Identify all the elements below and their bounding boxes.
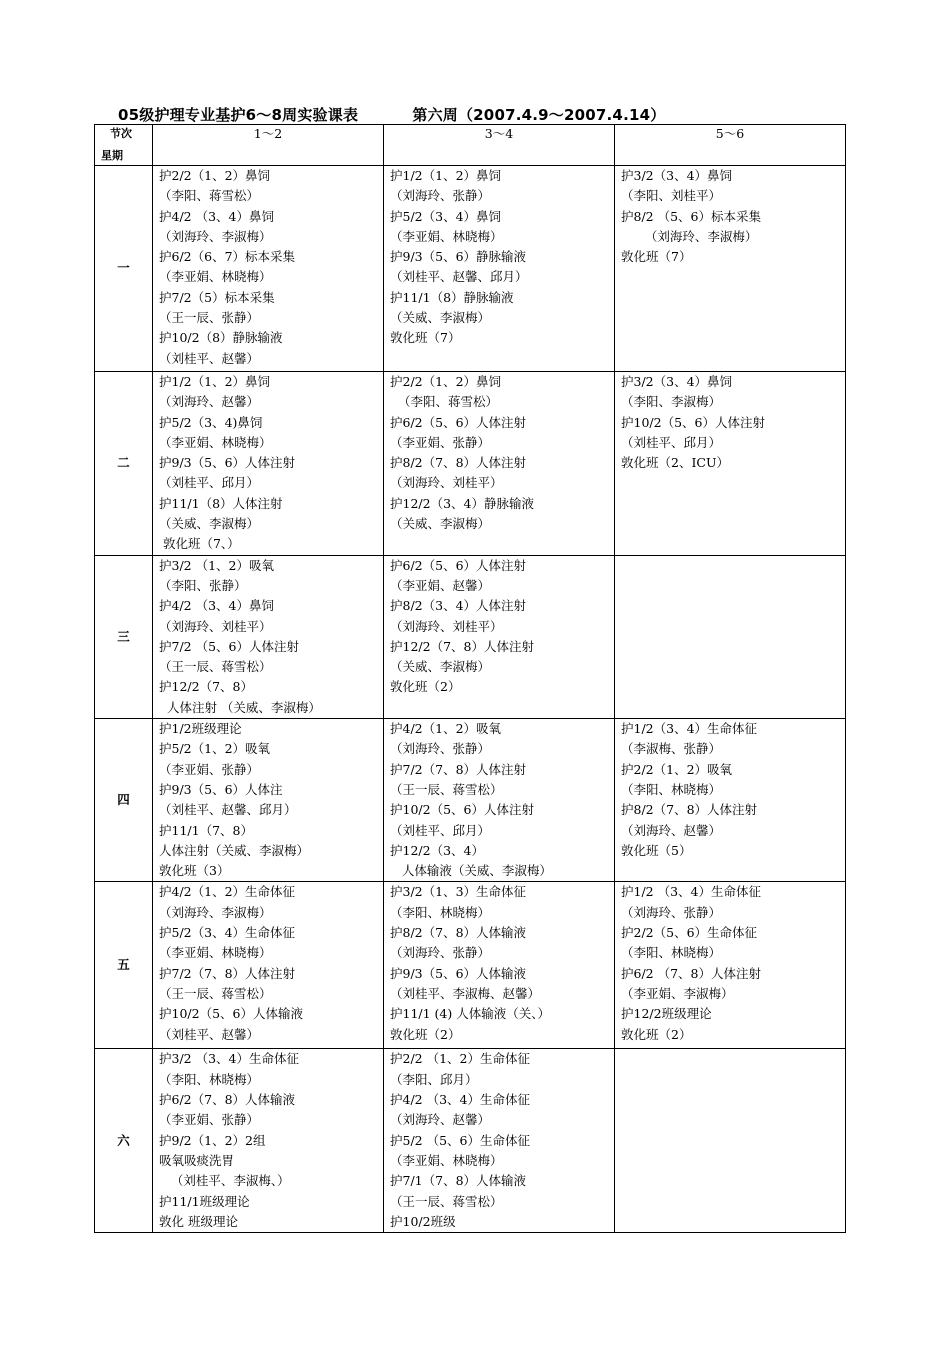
cell-line: （李亚娟、林晓梅） — [390, 228, 503, 244]
cell-line: （李亚娟、张静） — [159, 1112, 260, 1128]
cell-line: 护9/3（5、6）人体注射 — [159, 455, 296, 471]
cell-line: 护8/2（7、8）人体输液 — [390, 925, 527, 941]
cell-line: 护5/2（1、2）吸氧 — [159, 741, 271, 757]
schedule-cell — [153, 555, 384, 718]
cell-line: 护4/2（1、2）生命体征 — [159, 884, 296, 900]
cell-line: （刘桂平、邱月） — [621, 434, 722, 450]
cell-line: 护5/2（3、4）鼻饲 — [390, 208, 502, 224]
cell-line: （关威、李淑梅） — [390, 310, 491, 326]
day-row — [95, 882, 846, 1049]
cell-line: 护4/2 （3、4）鼻饲 — [159, 598, 274, 614]
cell-line: 敦化班（2） — [390, 679, 461, 695]
cell-line: （王一辰、蒋雪松） — [390, 781, 503, 797]
schedule-cell — [615, 166, 846, 372]
cell-line: （刘海玲、赵馨） — [159, 394, 260, 410]
schedule-cell — [153, 719, 384, 882]
cell-line: （关威、李淑梅） — [390, 659, 491, 675]
cell-line: 护7/1（7、8）人体输液 — [390, 1173, 527, 1189]
slot-header: 3～4 — [384, 125, 615, 166]
cell-line: （刘海玲、刘桂平） — [390, 475, 503, 491]
cell-line: （刘海玲、张静） — [390, 188, 491, 204]
cell-line: 护3/2（1、3）生命体征 — [390, 884, 527, 900]
cell-line: 护4/2 （3、4）生命体征 — [390, 1092, 530, 1108]
cell-line: 人体输液（关威、李淑梅） — [390, 863, 552, 879]
schedule-cell — [153, 372, 384, 556]
cell-line: 敦化班（2） — [390, 1026, 461, 1042]
cell-line: 护1/2（3、4）生命体征 — [621, 721, 758, 737]
schedule-cell — [153, 1049, 384, 1233]
cell-line: （刘桂平、邱月） — [159, 475, 260, 491]
corner-label-weekday: 星期 — [101, 149, 123, 162]
cell-line: （李亚娟、赵馨） — [390, 577, 491, 593]
cell-line: 护11/1 (4) 人体输液（关、） — [390, 1006, 550, 1022]
cell-line: （刘海玲、张静） — [621, 904, 722, 920]
cell-line: 护11/1（7、8） — [159, 822, 253, 838]
cell-line: 护6/2（5、6）人体注射 — [390, 557, 527, 573]
weekday-label: 四 — [95, 719, 153, 882]
cell-line: （刘桂平、赵馨） — [159, 1026, 260, 1042]
schedule-cell — [615, 372, 846, 556]
cell-line: （李亚娟、张静） — [159, 761, 260, 777]
cell-line: 护11/1（8）静脉输液 — [390, 289, 514, 305]
schedule-cell — [615, 1049, 846, 1233]
cell-line: 护2/2（5、6）生命体征 — [621, 925, 758, 941]
cell-line: （刘桂平、李淑梅、） — [159, 1173, 290, 1189]
cell-line: （李阳、蒋雪松） — [390, 394, 498, 410]
cell-line: 护2/2（1、2）鼻饲 — [390, 374, 502, 389]
cell-line: 护2/2（1、2）吸氧 — [621, 761, 733, 777]
cell-line: 护12/2（7、8） — [159, 679, 253, 695]
cell-line: 护4/2 （3、4）鼻饲 — [159, 208, 274, 224]
cell-line: 护3/2（3、4）鼻饲 — [621, 168, 733, 183]
schedule-cell — [384, 555, 615, 718]
schedule-cell — [615, 719, 846, 882]
cell-line: （李阳、李淑梅） — [621, 394, 722, 410]
schedule-cell — [153, 882, 384, 1049]
weekday-label: 三 — [95, 555, 153, 718]
cell-line: 护9/3（5、6）静脉输液 — [390, 249, 527, 265]
cell-line: （王一辰、蒋雪松） — [159, 659, 272, 675]
cell-line: 护4/2（1、2）吸氧 — [390, 721, 502, 737]
day-row — [95, 555, 846, 718]
cell-line: 护9/3（5、6）人体输液 — [390, 965, 527, 981]
cell-line: 护7/2（7、8）人体注射 — [159, 965, 296, 981]
page-title: 05级护理专业基护6～8周实验课表 第六周（2007.4.9～2007.4.14） — [118, 106, 666, 124]
cell-line: （刘桂平、李淑梅、赵馨） — [390, 985, 541, 1001]
cell-line: （李淑梅、张静） — [621, 741, 722, 757]
schedule-cell — [615, 555, 846, 718]
cell-line: （李阳、林晓梅） — [621, 781, 722, 797]
cell-line: 护3/2 （3、4）生命体征 — [159, 1051, 299, 1067]
cell-line: 护12/2（3、4）静脉输液 — [390, 495, 534, 511]
cell-line: （刘海玲、张静） — [390, 945, 491, 961]
header-row — [95, 125, 846, 166]
cell-line: 护3/2 （1、2）吸氧 — [159, 557, 274, 573]
cell-line: 护1/2（1、2）鼻饲 — [159, 374, 271, 389]
cell-line: 护1/2（1、2）鼻饲 — [390, 168, 502, 183]
weekday-label: 二 — [95, 372, 153, 556]
cell-line: 护11/1（8）人体注射 — [159, 495, 283, 511]
cell-line: （李阳、刘桂平） — [621, 188, 722, 204]
cell-line: （王一辰、张静） — [159, 310, 260, 326]
day-row — [95, 1049, 846, 1233]
cell-line: 护7/2 （5、6）人体注射 — [159, 638, 299, 654]
cell-line: （李亚娟、林晓梅） — [390, 1152, 503, 1168]
cell-line: 护10/2（5、6）人体注射 — [390, 802, 534, 818]
cell-line: 护1/2班级理论 — [159, 721, 242, 737]
corner-cell — [95, 125, 153, 166]
cell-line: 护6/2（7、8）人体输液 — [159, 1092, 296, 1108]
cell-line: 护5/2（3、4)鼻饲 — [159, 414, 263, 430]
cell-line: 护1/2 （3、4）生命体征 — [621, 884, 761, 900]
schedule-table — [94, 124, 846, 1233]
cell-line: （李阳、林晓梅） — [159, 1071, 260, 1087]
cell-line: 护8/2 （5、6）标本采集 — [621, 208, 761, 224]
cell-line: 护10/2（5、6）人体输液 — [159, 1006, 303, 1022]
cell-line: 护11/1班级理论 — [159, 1193, 250, 1209]
cell-line: （关威、李淑梅） — [390, 516, 491, 532]
cell-line: 护9/2（1、2）2组 — [159, 1132, 266, 1148]
cell-line: （李阳、林晓梅） — [390, 904, 491, 920]
cell-line: 护6/2（6、7）标本采集 — [159, 249, 296, 265]
cell-line: 敦化班（7、） — [159, 536, 240, 552]
cell-line: 护7/2（5）标本采集 — [159, 289, 275, 305]
cell-line: （刘海玲、刘桂平） — [159, 618, 272, 634]
cell-line: 护8/2（3、4）人体注射 — [390, 598, 527, 614]
cell-line: （李阳、蒋雪松） — [159, 188, 260, 204]
cell-line: （关威、李淑梅） — [159, 516, 260, 532]
cell-line: （刘海玲、赵馨） — [390, 1112, 491, 1128]
cell-line: 人体注射（关威、李淑梅） — [159, 842, 310, 858]
weekday-label: 一 — [95, 166, 153, 372]
cell-line: （刘海玲、赵馨） — [621, 822, 722, 838]
weekday-label: 五 — [95, 882, 153, 1049]
cell-line: 敦化班（5） — [621, 842, 692, 858]
cell-line: 敦化班（3） — [159, 863, 230, 879]
cell-line: 护10/2（5、6）人体注射 — [621, 414, 765, 430]
cell-line: （李亚娟、张静） — [390, 434, 491, 450]
cell-line: 护5/2 （5、6）生命体征 — [390, 1132, 530, 1148]
schedule-cell — [384, 1049, 615, 1233]
schedule-cell — [615, 882, 846, 1049]
cell-line: 护7/2（7、8）人体注射 — [390, 761, 527, 777]
day-row — [95, 166, 846, 372]
cell-line: 敦化班（7） — [390, 330, 461, 346]
cell-line: 护6/2 （7、8）人体注射 — [621, 965, 761, 981]
cell-line: 护2/2 （1、2）生命体征 — [390, 1051, 530, 1067]
cell-line: （刘海玲、张静） — [390, 741, 491, 757]
cell-line: （李阳、林晓梅） — [621, 945, 722, 961]
cell-line: （刘海玲、李淑梅） — [621, 228, 758, 244]
schedule-cell — [384, 719, 615, 882]
schedule-cell — [384, 882, 615, 1049]
cell-line: 敦化班（7） — [621, 249, 692, 265]
cell-line: 护8/2（7、8）人体注射 — [390, 455, 527, 471]
cell-line: （王一辰、蒋雪松） — [159, 985, 272, 1001]
cell-line: （刘桂平、赵馨） — [159, 350, 260, 366]
day-row — [95, 719, 846, 882]
cell-line: （李阳、张静） — [159, 577, 247, 593]
cell-line: 护10/2班级 — [390, 1213, 456, 1229]
cell-line: （李亚娟、林晓梅） — [159, 269, 272, 285]
cell-line: 护12/2班级理论 — [621, 1006, 712, 1022]
cell-line: 护5/2（3、4）生命体征 — [159, 925, 296, 941]
cell-line: 护2/2（1、2）鼻饲 — [159, 168, 271, 183]
cell-line: 护12/2（3、4） — [390, 842, 484, 858]
cell-line: （王一辰、蒋雪松） — [390, 1193, 503, 1209]
cell-line: （刘海玲、李淑梅） — [159, 228, 272, 244]
cell-line: （刘海玲、李淑梅） — [159, 904, 272, 920]
cell-line: 敦化 班级理论 — [159, 1213, 238, 1229]
cell-line: （刘桂平、邱月） — [390, 822, 491, 838]
cell-line: 护8/2（7、8）人体注射 — [621, 802, 758, 818]
cell-line: （刘海玲、刘桂平） — [390, 618, 503, 634]
cell-line: 吸氧吸痰洗胃 — [159, 1152, 235, 1168]
cell-line: 护3/2（3、4）鼻饲 — [621, 374, 733, 389]
slot-header: 1～2 — [153, 125, 384, 166]
cell-line: （刘桂平、赵馨、邱月） — [159, 802, 297, 818]
weekday-label: 六 — [95, 1049, 153, 1233]
cell-line: （李亚娟、林晓梅） — [159, 434, 272, 450]
cell-line: （李亚娟、林晓梅） — [159, 945, 272, 961]
cell-line: 人体注射 （关威、李淑梅） — [159, 699, 321, 715]
cell-line: 护12/2（7、8）人体注射 — [390, 638, 534, 654]
cell-line: 护10/2（8）静脉输液 — [159, 330, 283, 346]
cell-line: （李阳、邱月） — [390, 1071, 478, 1087]
cell-line: 敦化班（2、ICU） — [621, 455, 729, 471]
schedule-cell — [153, 166, 384, 372]
cell-line: 护9/3（5、6）人体注 — [159, 781, 283, 797]
cell-line: 敦化班（2） — [621, 1026, 692, 1042]
cell-line: （李亚娟、李淑梅） — [621, 985, 734, 1001]
day-row — [95, 372, 846, 556]
cell-line: （刘桂平、赵馨、邱月） — [390, 269, 528, 285]
slot-header: 5～6 — [615, 125, 846, 166]
corner-label-period: 节次 — [110, 127, 132, 140]
schedule-cell — [384, 372, 615, 556]
cell-line: 护6/2（5、6）人体注射 — [390, 414, 527, 430]
schedule-cell — [384, 166, 615, 372]
